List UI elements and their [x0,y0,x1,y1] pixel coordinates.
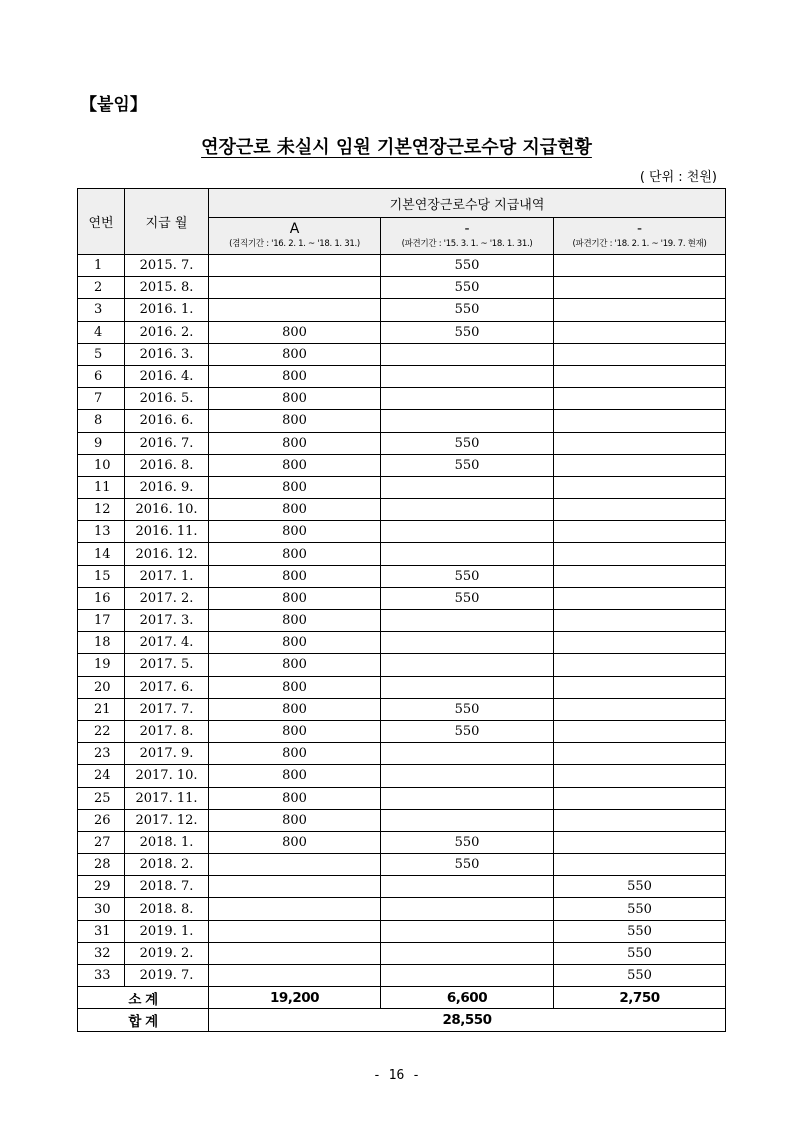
row-month: 2017. 12. [125,809,209,831]
row-no: 23 [78,743,125,765]
payment-table [77,188,726,1032]
table-row [78,854,726,876]
row-month: 2016. 4. [125,365,209,387]
row-month: 2017. 3. [125,610,209,632]
row-month: 2016. 11. [125,521,209,543]
row-month: 2016. 8. [125,454,209,476]
row-no: 6 [78,365,125,387]
row-month: 2016. 2. [125,321,209,343]
row-amount-b [381,965,554,987]
table-row [78,388,726,410]
row-amount-b: 550 [381,587,554,609]
row-amount-c [554,698,726,720]
row-no: 19 [78,654,125,676]
row-amount-a: 800 [209,787,381,809]
row-amount-a: 800 [209,521,381,543]
row-no: 12 [78,499,125,521]
row-amount-c [554,787,726,809]
subtotal-b: 6,600 [381,987,554,1009]
row-no: 24 [78,765,125,787]
row-month: 2019. 2. [125,942,209,964]
row-month: 2016. 10. [125,499,209,521]
table-row [78,543,726,565]
person-period: (파견기간 : '15. 3. 1. ~ '18. 1. 31.) [401,238,533,249]
row-month: 2016. 9. [125,476,209,498]
person-name: - [636,220,643,237]
row-amount-c [554,343,726,365]
table-row [78,720,726,742]
row-no: 33 [78,965,125,987]
row-month: 2018. 7. [125,876,209,898]
row-amount-c [554,255,726,277]
row-amount-a: 800 [209,610,381,632]
subtotal-label: 소 계 [78,987,209,1009]
row-month: 2018. 8. [125,898,209,920]
row-no: 17 [78,610,125,632]
row-amount-c [554,831,726,853]
row-amount-b [381,765,554,787]
table-row [78,410,726,432]
grand-total: 28,550 [209,1009,726,1031]
row-amount-a [209,255,381,277]
row-amount-c [554,521,726,543]
page-title [0,133,793,159]
row-month: 2017. 10. [125,765,209,787]
row-amount-b: 550 [381,698,554,720]
row-no: 32 [78,942,125,964]
row-amount-c [554,299,726,321]
row-amount-a: 800 [209,565,381,587]
row-month: 2016. 1. [125,299,209,321]
row-month: 2017. 7. [125,698,209,720]
row-amount-b: 550 [381,299,554,321]
table-row [78,743,726,765]
group-header: 기본연장근로수당 지급내역 [209,189,726,218]
row-no: 26 [78,809,125,831]
subtotal-a: 19,200 [209,987,381,1009]
row-no: 20 [78,676,125,698]
attachment-label: 【붙임】 [80,95,147,115]
row-amount-a: 800 [209,587,381,609]
row-amount-a: 800 [209,765,381,787]
person-period: (겸직기간 : '16. 2. 1. ~ '18. 1. 31.) [229,238,360,249]
row-amount-a: 800 [209,454,381,476]
row-month: 2016. 7. [125,432,209,454]
row-amount-a [209,920,381,942]
row-amount-b [381,521,554,543]
row-amount-b: 550 [381,565,554,587]
subtotal-c: 2,750 [554,987,726,1009]
row-amount-a: 800 [209,388,381,410]
table-row [78,432,726,454]
row-amount-a: 800 [209,543,381,565]
row-amount-a: 800 [209,321,381,343]
row-amount-b [381,654,554,676]
row-no: 22 [78,720,125,742]
row-amount-c [554,543,726,565]
row-no: 27 [78,831,125,853]
row-amount-a [209,898,381,920]
person-period: (파견기간 : '18. 2. 1. ~ '19. 7. 현재) [572,238,707,249]
person-name: - [464,220,470,237]
row-amount-b [381,499,554,521]
row-amount-b: 550 [381,831,554,853]
row-amount-b [381,476,554,498]
table-row [78,920,726,942]
row-amount-c [554,499,726,521]
row-amount-c [554,365,726,387]
row-amount-b [381,543,554,565]
table-row [78,454,726,476]
row-amount-c [554,809,726,831]
row-no: 7 [78,388,125,410]
row-amount-b [381,743,554,765]
table-row [78,521,726,543]
table-row [78,965,726,987]
row-no: 8 [78,410,125,432]
row-amount-b [381,809,554,831]
row-amount-b: 550 [381,854,554,876]
row-amount-a: 800 [209,809,381,831]
row-amount-c: 550 [554,942,726,964]
row-amount-c [554,720,726,742]
row-month: 2019. 1. [125,920,209,942]
page-number: - 16 - [373,1068,420,1083]
row-amount-b [381,610,554,632]
row-amount-c [554,321,726,343]
table-row [78,587,726,609]
row-amount-b [381,920,554,942]
row-amount-c [554,587,726,609]
row-amount-a: 800 [209,632,381,654]
table-row [78,942,726,964]
table-row [78,765,726,787]
table-row [78,365,726,387]
table-row [78,876,726,898]
table-row [78,676,726,698]
col-header-no: 연번 [78,189,125,255]
row-month: 2017. 1. [125,565,209,587]
row-no: 18 [78,632,125,654]
row-month: 2017. 2. [125,587,209,609]
row-amount-b: 550 [381,454,554,476]
row-month: 2016. 12. [125,543,209,565]
row-no: 25 [78,787,125,809]
row-amount-a: 800 [209,365,381,387]
row-no: 30 [78,898,125,920]
row-no: 4 [78,321,125,343]
row-amount-b [381,676,554,698]
row-no: 16 [78,587,125,609]
row-amount-c [554,854,726,876]
row-no: 29 [78,876,125,898]
row-no: 10 [78,454,125,476]
row-amount-c [554,410,726,432]
row-no: 31 [78,920,125,942]
row-no: 28 [78,854,125,876]
row-month: 2017. 5. [125,654,209,676]
row-amount-c: 550 [554,898,726,920]
row-amount-b: 550 [381,277,554,299]
row-amount-c [554,454,726,476]
row-amount-b [381,365,554,387]
row-amount-a: 800 [209,720,381,742]
row-no: 2 [78,277,125,299]
row-no: 11 [78,476,125,498]
row-amount-a: 800 [209,743,381,765]
row-no: 14 [78,543,125,565]
person-header-3 [554,218,726,255]
row-no: 1 [78,255,125,277]
row-month: 2016. 3. [125,343,209,365]
row-no: 15 [78,565,125,587]
row-amount-a [209,876,381,898]
row-amount-a: 800 [209,499,381,521]
row-amount-b: 550 [381,432,554,454]
row-amount-a [209,942,381,964]
row-amount-a: 800 [209,831,381,853]
row-amount-a: 800 [209,410,381,432]
row-month: 2016. 6. [125,410,209,432]
row-amount-a [209,854,381,876]
row-amount-c: 550 [554,876,726,898]
table-row [78,277,726,299]
row-amount-b: 550 [381,255,554,277]
table-row [78,343,726,365]
person-header-2 [381,218,554,255]
table-row [78,476,726,498]
table-row [78,787,726,809]
table-row [78,809,726,831]
person-header-1 [209,218,381,255]
row-amount-a [209,299,381,321]
row-month: 2018. 2. [125,854,209,876]
row-amount-a: 800 [209,654,381,676]
table-row [78,255,726,277]
table-row [78,654,726,676]
row-amount-a: 800 [209,476,381,498]
table-row [78,831,726,853]
row-amount-b [381,876,554,898]
row-month: 2016. 5. [125,388,209,410]
row-amount-c [554,654,726,676]
row-month: 2017. 6. [125,676,209,698]
row-amount-b [381,942,554,964]
row-no: 9 [78,432,125,454]
row-amount-c [554,743,726,765]
row-amount-b [381,632,554,654]
person-name: A [289,220,300,237]
unit-note: ( 단위 : 천원) [639,170,717,185]
table-row [78,299,726,321]
row-amount-a: 800 [209,676,381,698]
row-amount-a: 800 [209,432,381,454]
row-amount-c [554,676,726,698]
table-row [78,610,726,632]
row-amount-b: 550 [381,321,554,343]
row-amount-c [554,565,726,587]
row-amount-c [554,765,726,787]
row-month: 2017. 8. [125,720,209,742]
total-label: 합 계 [78,1009,209,1031]
row-amount-b [381,410,554,432]
row-amount-c [554,610,726,632]
row-month: 2017. 4. [125,632,209,654]
table-row [78,698,726,720]
row-no: 5 [78,343,125,365]
row-amount-b [381,787,554,809]
row-month: 2017. 11. [125,787,209,809]
row-amount-c [554,432,726,454]
row-amount-a [209,277,381,299]
row-amount-b [381,898,554,920]
row-amount-c [554,277,726,299]
row-no: 13 [78,521,125,543]
table-row [78,499,726,521]
row-month: 2015. 7. [125,255,209,277]
row-amount-a: 800 [209,343,381,365]
row-amount-c: 550 [554,920,726,942]
row-month: 2015. 8. [125,277,209,299]
table-row [78,898,726,920]
col-header-month: 지급 월 [125,189,209,255]
row-amount-a: 800 [209,698,381,720]
row-amount-b: 550 [381,720,554,742]
row-amount-c [554,388,726,410]
row-amount-b [381,343,554,365]
table-row [78,321,726,343]
table-row [78,565,726,587]
row-no: 3 [78,299,125,321]
table-row [78,632,726,654]
title-text: 연장근로 未실시 임원 기본연장근로수당 지급현황 [201,137,592,158]
row-month: 2019. 7. [125,965,209,987]
row-amount-c [554,632,726,654]
table-body [78,255,726,987]
row-amount-b [381,388,554,410]
row-amount-c: 550 [554,965,726,987]
row-amount-a [209,965,381,987]
row-month: 2018. 1. [125,831,209,853]
row-amount-c [554,476,726,498]
row-month: 2017. 9. [125,743,209,765]
row-no: 21 [78,698,125,720]
